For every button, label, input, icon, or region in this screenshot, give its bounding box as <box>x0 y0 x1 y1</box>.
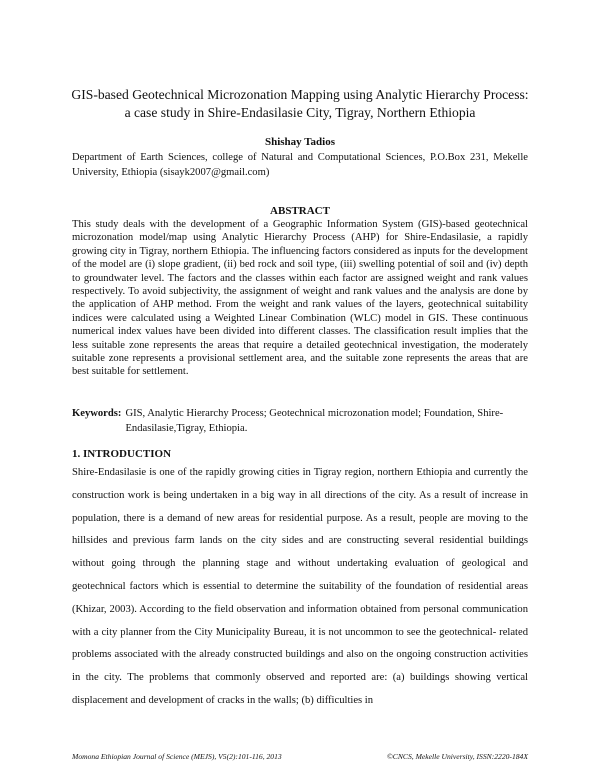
keywords-text: GIS, Analytic Hierarchy Process; Geotechnical microzonation model; Foundation, Shire-Endasilasie,Tigray, Ethiopia. <box>125 408 504 434</box>
abstract-heading: ABSTRACT <box>270 205 330 217</box>
author-name: Shishay Tadios <box>264 136 336 148</box>
footer-journal: Momona Ethiopian Journal of Science (MEJS), V5(2):101-116, 2013 <box>72 752 282 761</box>
abstract-text: This study deals with the development of a Geographic Information System (GIS)-based geotechnical microzonation model/map using Analytic Hierarchy Process (AHP) for Shire-Endasilasie, a rapidly growing city in Tigray, northern Ethiopia. The influencing factors considered as inputs for the development of the model are (i) slope gradient, (ii) bed rock and soil type, (iii) swelling potential of soil and (iv) depth to groundwater level. The factors and the classes within each factor are assigned weight and rank values respectively. To avoid subjectivity, the assignment of weight and rank values and the analysis are done by the application of AHP method. From the weight and rank values of the layers, geotechnical suitability indices were calculated using a Weighted Linear Combination (WLC) model in GIS. These continuous numerical index values have been divided into different classes. The classification result implies that the less suitable zone represents the areas that require a detailed geotechnical investigation, the moderately suitable zone represents a provisional settlement area, and the suitable zone represents the areas that are best suitable for settlement. <box>72 219 528 378</box>
author-affiliation: Department of Earth Sciences, college of Natural and Computational Sciences, P.O.Box 231, Mekelle University, Ethiopia (sisayk2007@gmail.com) <box>72 152 528 178</box>
keywords-label: Keywords: <box>72 408 122 419</box>
introduction-heading: 1. INTRODUCTION <box>72 448 172 460</box>
footer-copyright: ©CNCS, Mekelle University, ISSN:2220-184X <box>387 752 528 761</box>
introduction-text: Shire-Endasilasie is one of the rapidly growing cities in Tigray region, northern Ethiopia and currently the construction work is being undertaken in a big way in all directions of the city. As a result of increase in population, there is a demand of new areas for residential purpose. As a result, people are moving to the hillsides and previous farm lands on the city sides and are constructing several residential buildings without going through the planning stage and without undertaking evaluation of geological and geotechnical factors which is essential to determine the suitability of the foundation of residential areas (Khizar, 2003). According to the field observation and information obtained from personal communication with a city planner from the City Municipality Bureau, it is not uncommon to see the geotechnical- related problems associated with the already constructed buildings and also on the ongoing construction activities in the city. The problems that commonly observed and reported are: (a) buildings showing vertical displacement and development of cracks in the walls; (b) difficulties in <box>72 467 528 706</box>
keywords-block <box>72 406 528 436</box>
paper-title: GIS-based Geotechnical Microzonation Mapping using Analytic Hierarchy Process: a case study in Shire-Endasilasie City, Tigray, Northern Ethiopia <box>71 87 529 120</box>
